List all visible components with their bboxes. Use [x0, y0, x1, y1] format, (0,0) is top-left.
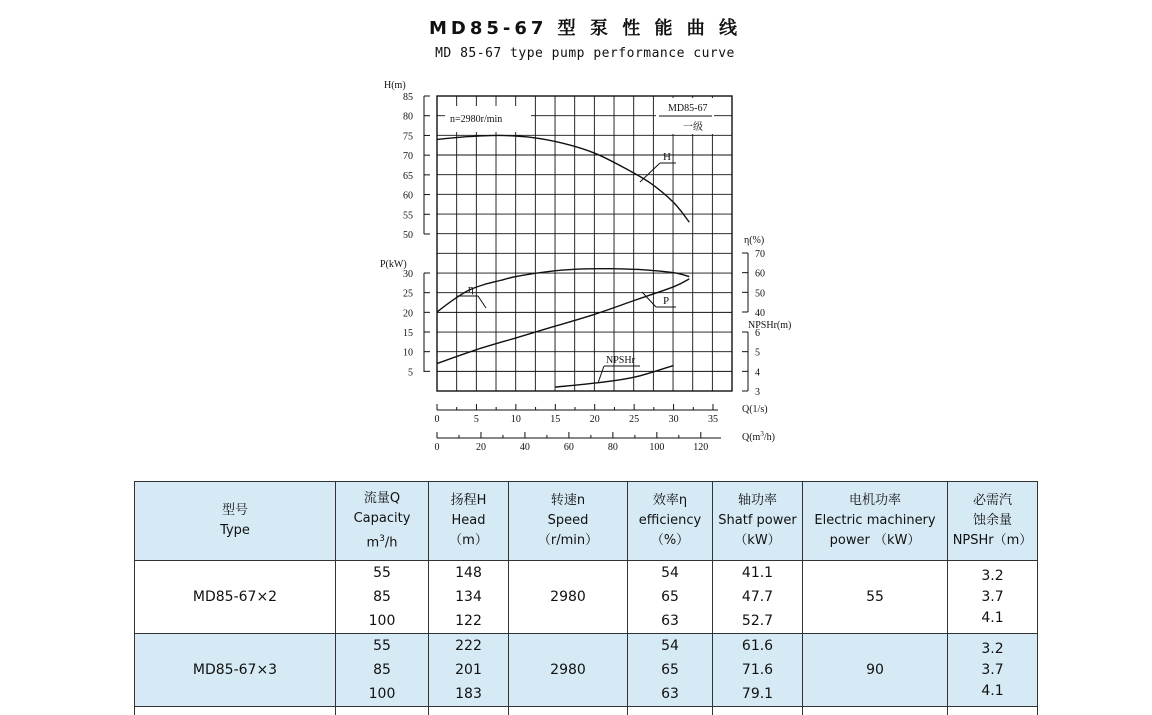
- npshr-axis-label: NPSHr(m): [748, 320, 791, 331]
- p-tick-label: 10: [403, 348, 413, 359]
- cell-shaft-power: 41.1 47.7 52.7: [713, 561, 803, 634]
- x2-tick-label: 40: [520, 442, 530, 453]
- eta-tick-label: 40: [755, 308, 765, 319]
- p-tick-label: 5: [408, 367, 413, 378]
- legend-model: MD85-67: [668, 103, 707, 114]
- p-axis-label: P(kW): [380, 259, 407, 270]
- h-tick-label: 55: [403, 210, 413, 221]
- h-curve-label: H: [663, 151, 671, 163]
- eta-curve-label: η: [468, 283, 474, 295]
- x2-tick-label: 20: [476, 442, 486, 453]
- x-tick-label: 20: [590, 414, 600, 425]
- h-axis-label: H(m): [384, 80, 406, 91]
- x-tick-label: 30: [669, 414, 679, 425]
- h-label-leader: [640, 163, 660, 182]
- spec-table: [134, 481, 1038, 715]
- x2-tick-label: 0: [435, 442, 440, 453]
- x-tick-label: 0: [435, 414, 440, 425]
- cell-capacity: 55 85 100: [336, 561, 429, 634]
- header-type: 型号 Type: [135, 482, 336, 561]
- h-tick-label: 50: [403, 230, 413, 241]
- x2-axis-label: $Q(m^3/h)$: [742, 430, 775, 443]
- x-tick-label: 10: [511, 414, 521, 425]
- eta-tick-label: 60: [755, 269, 765, 280]
- header-capacity: 流量Q Capacity $m^3/h$: [336, 482, 429, 561]
- table-row: [135, 561, 1038, 634]
- legend-stage: 一级: [683, 121, 703, 133]
- header-speed: 转速n Speed （r/min）: [509, 482, 628, 561]
- cell-efficiency: 54 65 63: [628, 634, 713, 707]
- eta-axis-label: η(%): [744, 235, 764, 246]
- cell-speed: 2980: [509, 634, 628, 707]
- x-tick-label: 15: [550, 414, 560, 425]
- table-header-row: [135, 482, 1038, 561]
- cell-capacity: 55 85 100: [336, 634, 429, 707]
- x-axis-label: Q(1/s): [742, 404, 768, 415]
- cell-speed: 2980: [509, 561, 628, 634]
- chart-curves: [437, 135, 689, 387]
- p-tick-label: 15: [403, 328, 413, 339]
- header-efficiency: 效率η efficiency （%）: [628, 482, 713, 561]
- header-motor-power: 电机功率 Electric machinery power （kW）: [803, 482, 948, 561]
- cell-head: 222 201 183: [429, 634, 509, 707]
- eta-tick-label: 70: [755, 249, 765, 260]
- npshr-label-leader: [598, 366, 604, 383]
- h-tick-label: 70: [403, 151, 413, 162]
- eta-tick-label: 50: [755, 288, 765, 299]
- table-row: [135, 634, 1038, 707]
- page-subtitle: MD 85-67 type pump performance curve: [0, 46, 1152, 61]
- chart-axes: [403, 92, 765, 453]
- p-tick-label: 30: [403, 269, 413, 280]
- cell-motor-power: 90: [803, 634, 948, 707]
- x2-tick-label: 60: [564, 442, 574, 453]
- h-tick-label: 80: [403, 112, 413, 123]
- chart-grid: [437, 96, 732, 391]
- npshr-tick-label: 6: [755, 328, 760, 339]
- npshr-tick-label: 4: [755, 367, 760, 378]
- table-row-partial: [135, 707, 1038, 715]
- h-tick-label: 75: [403, 131, 413, 142]
- efficiency-curve: [437, 269, 689, 312]
- cell-efficiency: 54 65 63: [628, 561, 713, 634]
- npshr-tick-label: 5: [755, 348, 760, 359]
- p-curve-label: P: [663, 295, 669, 307]
- speed-label: n=2980r/min: [450, 114, 502, 125]
- eta-label-leader: [478, 296, 486, 308]
- p-tick-label: 25: [403, 289, 413, 300]
- x2-tick-label: 100: [649, 442, 664, 453]
- power-curve: [437, 279, 689, 364]
- header-head: 扬程H Head （m）: [429, 482, 509, 561]
- h-tick-label: 60: [403, 191, 413, 202]
- x2-tick-label: 120: [693, 442, 708, 453]
- cell-type: MD85-67×3: [135, 634, 336, 707]
- x-tick-label: 5: [474, 414, 479, 425]
- page-title: MD85-67 型 泵 性 能 曲 线: [0, 14, 1152, 40]
- npshr-tick-label: 3: [755, 387, 760, 398]
- h-tick-label: 65: [403, 171, 413, 182]
- plot-frame: [437, 96, 732, 391]
- npshr-curve-label: NPSHr: [606, 355, 636, 366]
- header-npshr: 必需汽 蚀余量 NPSHr（m）: [948, 482, 1038, 561]
- cell-head: 148 134 122: [429, 561, 509, 634]
- cell-shaft-power: 61.6 71.6 79.1: [713, 634, 803, 707]
- cell-npshr: 3.2 3.7 4.1: [948, 634, 1038, 707]
- cell-type: MD85-67×2: [135, 561, 336, 634]
- x-tick-label: 35: [708, 414, 718, 425]
- h-tick-label: 85: [403, 92, 413, 103]
- header-shaft-power: 轴功率 Shatf power （kW）: [713, 482, 803, 561]
- x-tick-label: 25: [629, 414, 639, 425]
- p-tick-label: 20: [403, 308, 413, 319]
- cell-npshr: 3.2 3.7 4.1: [948, 561, 1038, 634]
- x2-tick-label: 80: [608, 442, 618, 453]
- h-curve: [437, 135, 689, 222]
- cell-motor-power: 55: [803, 561, 948, 634]
